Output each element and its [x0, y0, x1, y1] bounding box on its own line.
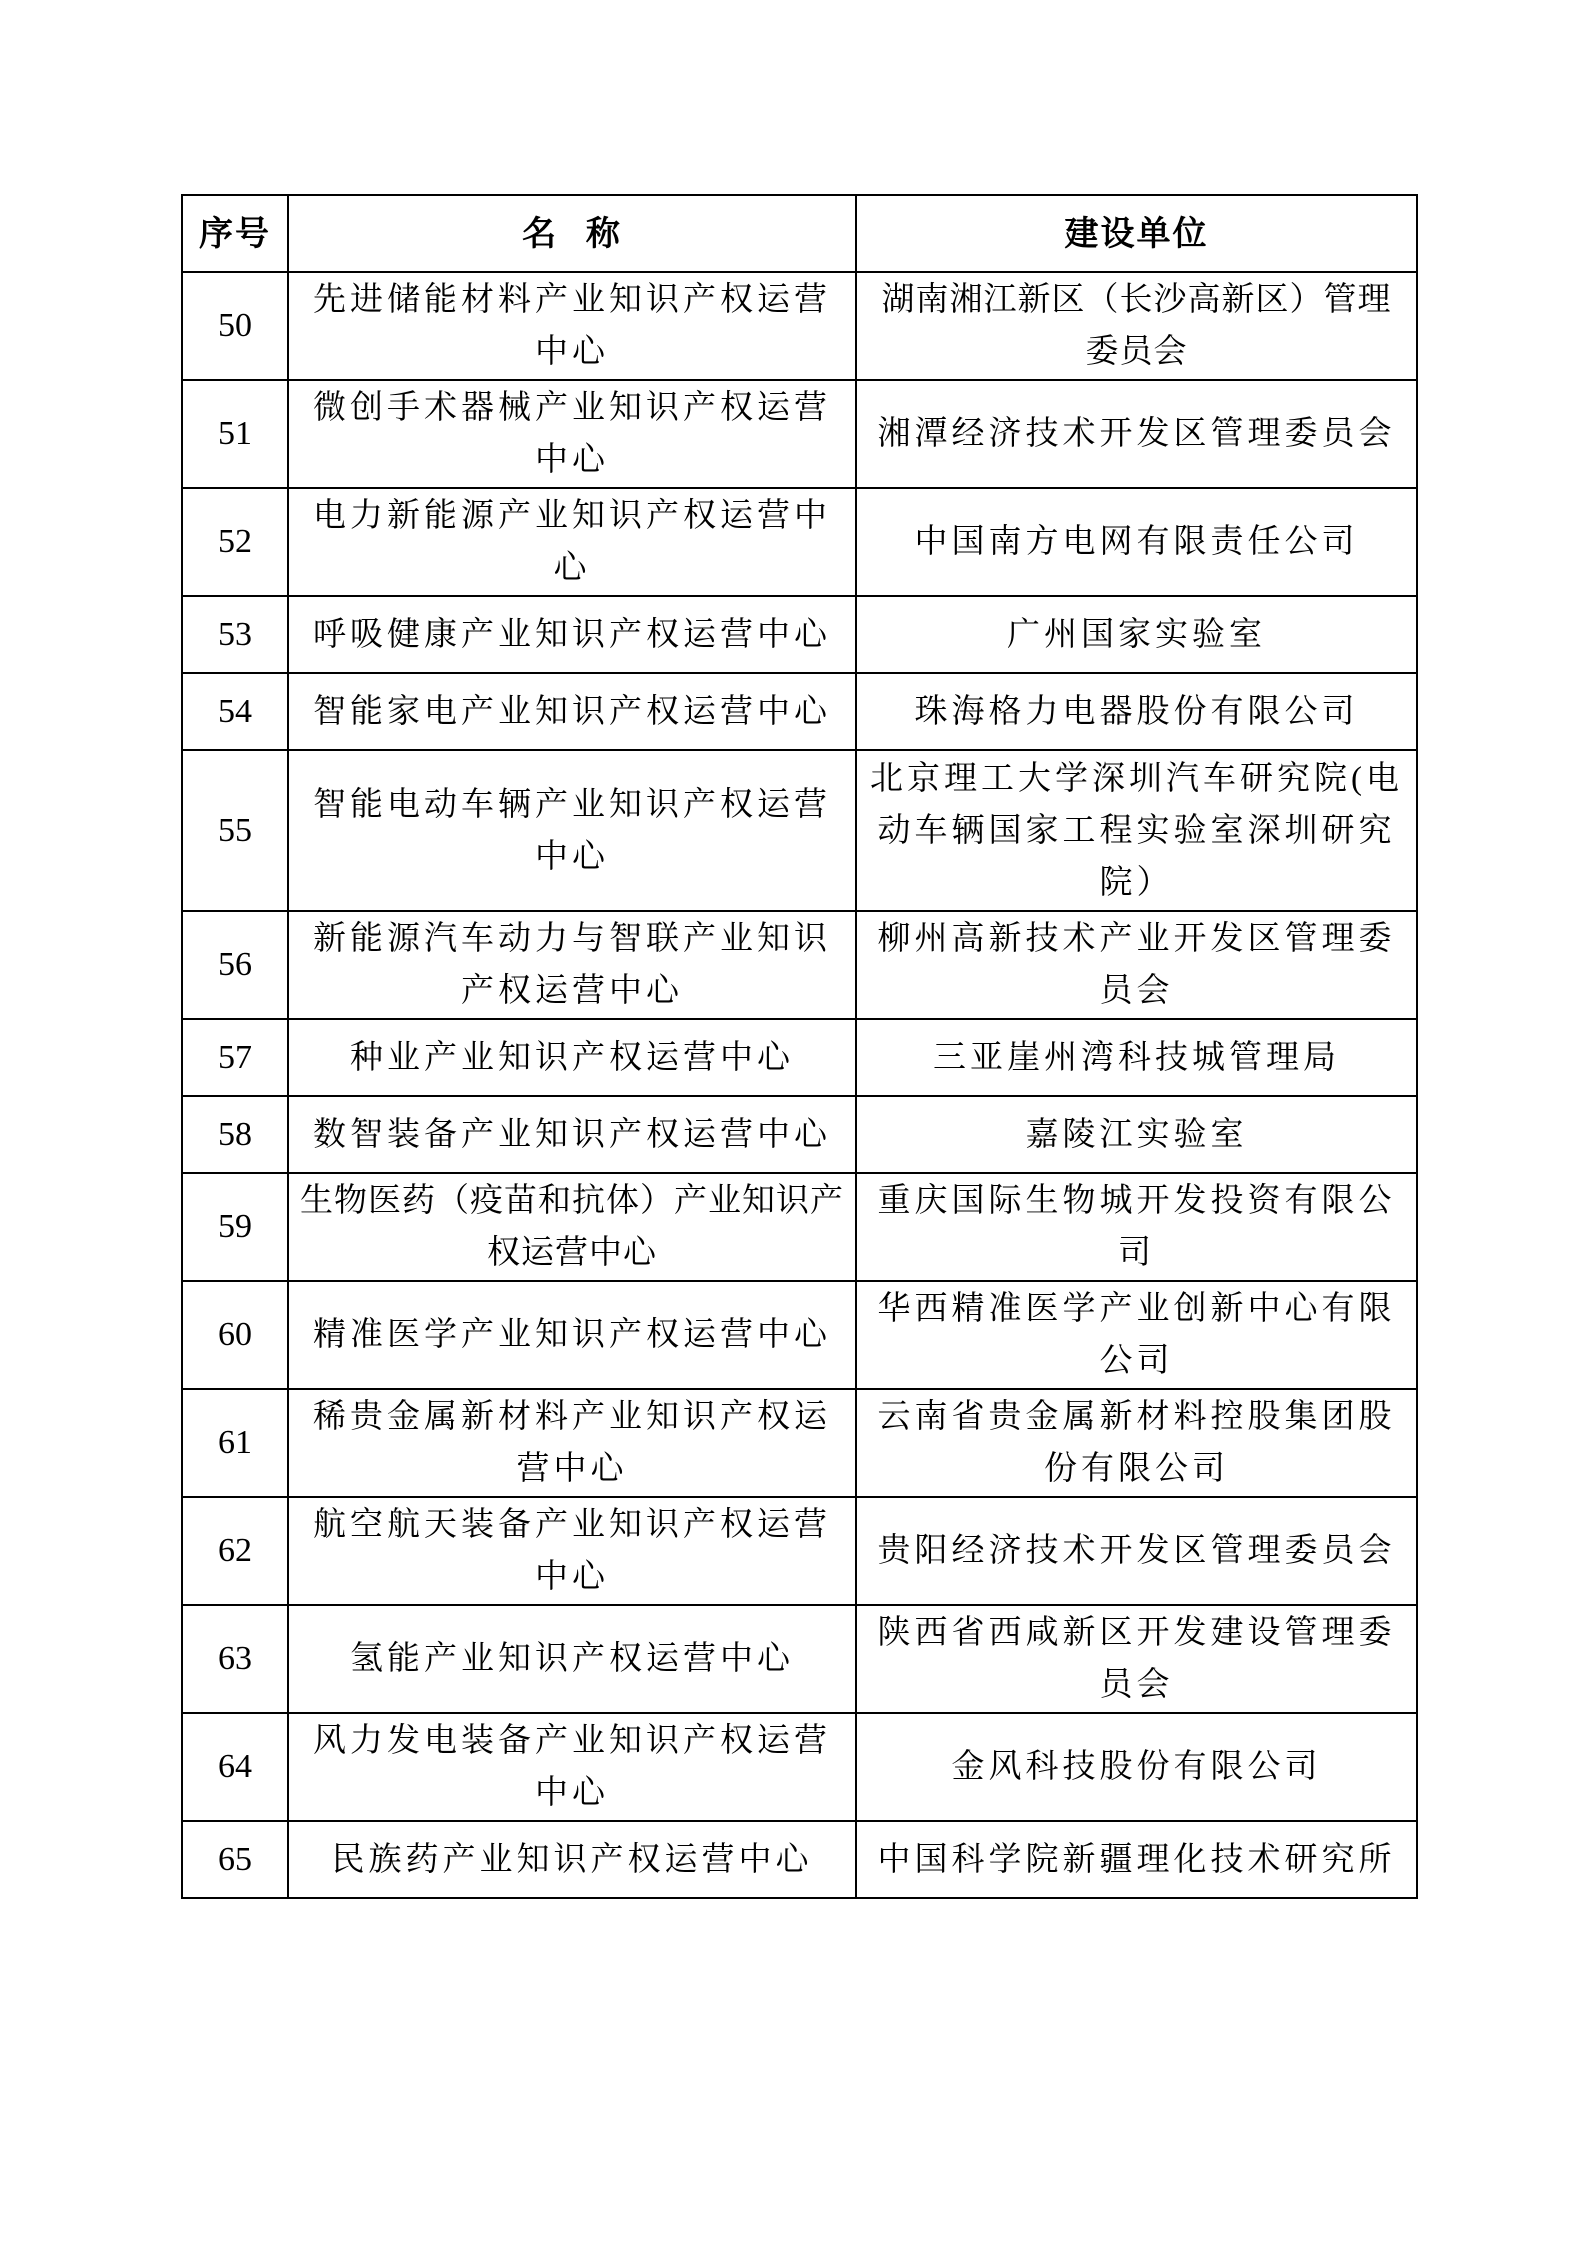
row-unit: 重庆国际生物城开发投资有限公司	[856, 1173, 1417, 1281]
row-name: 生物医药（疫苗和抗体）产业知识产权运营中心	[288, 1173, 856, 1281]
row-name: 种业产业知识产权运营中心	[288, 1019, 856, 1096]
header-unit: 建设单位	[856, 195, 1417, 272]
row-index: 65	[182, 1821, 288, 1898]
row-name: 先进储能材料产业知识产权运营中心	[288, 272, 856, 380]
row-index: 64	[182, 1713, 288, 1821]
table-row	[182, 1281, 1417, 1389]
row-unit: 柳州高新技术产业开发区管理委员会	[856, 911, 1417, 1019]
row-unit: 北京理工大学深圳汽车研究院(电动车辆国家工程实验室深圳研究院）	[856, 750, 1417, 911]
row-index: 50	[182, 272, 288, 380]
row-name: 电力新能源产业知识产权运营中心	[288, 488, 856, 596]
row-name: 民族药产业知识产权运营中心	[288, 1821, 856, 1898]
table-row	[182, 1173, 1417, 1281]
table-row	[182, 1096, 1417, 1173]
row-unit: 湖南湘江新区（长沙高新区）管理委员会	[856, 272, 1417, 380]
table-row	[182, 1605, 1417, 1713]
table-row	[182, 750, 1417, 911]
row-index: 51	[182, 380, 288, 488]
row-index: 58	[182, 1096, 288, 1173]
header-name: 名 称	[288, 195, 856, 272]
table-row	[182, 1389, 1417, 1497]
row-index: 54	[182, 673, 288, 750]
row-name: 新能源汽车动力与智联产业知识产权运营中心	[288, 911, 856, 1019]
row-index: 60	[182, 1281, 288, 1389]
table-row	[182, 911, 1417, 1019]
row-index: 53	[182, 596, 288, 673]
table-row	[182, 1713, 1417, 1821]
table-row	[182, 673, 1417, 750]
row-name: 氢能产业知识产权运营中心	[288, 1605, 856, 1713]
row-index: 55	[182, 750, 288, 911]
row-name: 微创手术器械产业知识产权运营中心	[288, 380, 856, 488]
table-row	[182, 1497, 1417, 1605]
row-name: 航空航天装备产业知识产权运营中心	[288, 1497, 856, 1605]
row-name: 数智装备产业知识产权运营中心	[288, 1096, 856, 1173]
row-name: 智能电动车辆产业知识产权运营中心	[288, 750, 856, 911]
table-row	[182, 272, 1417, 380]
row-index: 57	[182, 1019, 288, 1096]
row-unit: 陕西省西咸新区开发建设管理委员会	[856, 1605, 1417, 1713]
table-row	[182, 1821, 1417, 1898]
row-index: 61	[182, 1389, 288, 1497]
row-unit: 金风科技股份有限公司	[856, 1713, 1417, 1821]
row-name: 智能家电产业知识产权运营中心	[288, 673, 856, 750]
row-index: 52	[182, 488, 288, 596]
row-unit: 中国南方电网有限责任公司	[856, 488, 1417, 596]
table-row	[182, 380, 1417, 488]
ip-operation-center-table	[181, 194, 1418, 1899]
row-unit: 三亚崖州湾科技城管理局	[856, 1019, 1417, 1096]
table-header-row	[182, 195, 1417, 272]
header-index: 序号	[182, 195, 288, 272]
table-row	[182, 488, 1417, 596]
row-unit: 中国科学院新疆理化技术研究所	[856, 1821, 1417, 1898]
row-name: 呼吸健康产业知识产权运营中心	[288, 596, 856, 673]
row-unit: 广州国家实验室	[856, 596, 1417, 673]
row-name: 稀贵金属新材料产业知识产权运营中心	[288, 1389, 856, 1497]
row-unit: 湘潭经济技术开发区管理委员会	[856, 380, 1417, 488]
row-name: 风力发电装备产业知识产权运营中心	[288, 1713, 856, 1821]
row-index: 63	[182, 1605, 288, 1713]
row-unit: 嘉陵江实验室	[856, 1096, 1417, 1173]
row-unit: 珠海格力电器股份有限公司	[856, 673, 1417, 750]
table-row	[182, 1019, 1417, 1096]
row-index: 59	[182, 1173, 288, 1281]
row-unit: 华西精准医学产业创新中心有限公司	[856, 1281, 1417, 1389]
row-index: 56	[182, 911, 288, 1019]
row-unit: 云南省贵金属新材料控股集团股份有限公司	[856, 1389, 1417, 1497]
row-unit: 贵阳经济技术开发区管理委员会	[856, 1497, 1417, 1605]
row-index: 62	[182, 1497, 288, 1605]
table-row	[182, 596, 1417, 673]
row-name: 精准医学产业知识产权运营中心	[288, 1281, 856, 1389]
